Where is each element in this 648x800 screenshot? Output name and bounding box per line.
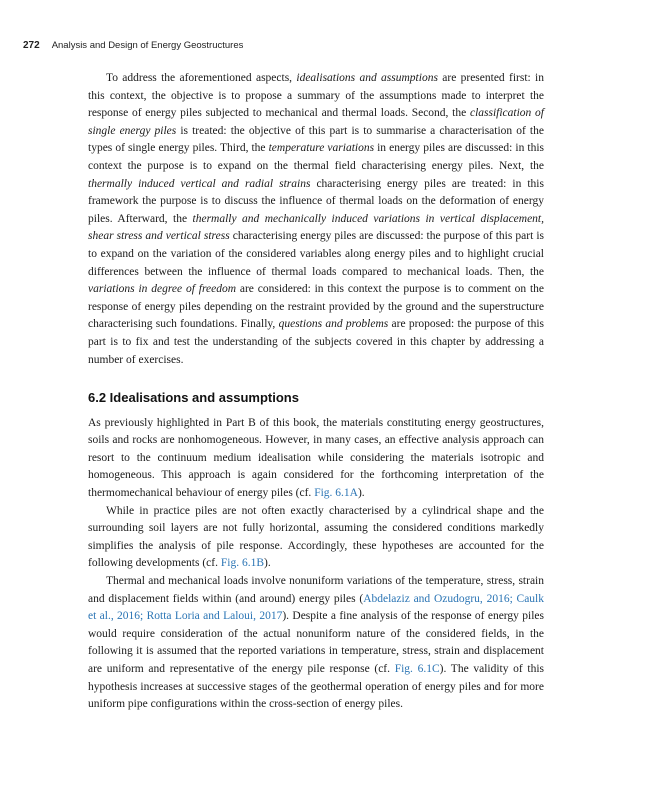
text-run: ). Despite a fine analysis of the response of energy piles would require consideration of the actual nonuniform nature of the considered fields, in the following it is assumed that the reported variations in temperature, stress, strain and displacement are uniform and representative of the energy pile response (cf. [88,610,544,675]
text-run: are proposed: the purpose of this part is to fix and test the understanding of the subjects covered in this chapter by addressing a number of exercises. [88,318,544,366]
emphasis: variations in degree of freedom [88,283,237,296]
emphasis: idealisations and assumptions [296,72,438,84]
citation-link[interactable]: Abdelaziz and Ozudogru, 2016; Caulk et al., 2016; Rotta Loria and Laloui, 2017 [88,592,545,623]
text-run: characterising energy piles are treated: in this framework the purpose is to discuss the influence of thermal loads on the deformation of energy piles. Afterward, the [88,177,544,225]
emphasis: thermally induced vertical and radial strains [88,177,311,190]
text-run: characterising energy piles are discussed: the purpose of this part is to expand on the variation of the considered variables along energy piles and to highlight crucial differences between the influence of thermal loads compared to mechanical loads. Then, the [88,230,544,278]
emphasis: questions and problems [278,318,389,331]
text-run: ). [264,557,271,570]
page-number: 272 [23,40,40,51]
emphasis: classification of single energy piles [88,107,544,137]
text-run: are presented first: in this context, the objective is to propose a summary of the assumptions made to interpret the response of energy piles subjected to mechanical and thermal loads. Second, the [88,72,544,120]
text-run: are considered: in this context the purpose is to comment on the response of energy piles depending on the restraint provided by the ground and the superstructure characterising such foundations. Finally, [88,283,545,331]
intro-paragraph [88,70,544,369]
paragraph-idealisation [88,415,544,503]
emphasis: thermally and mechanically induced variations in vertical displacement, shear stress and vertical stress [88,212,545,243]
text-run: To address the aforementioned aspects, [106,72,297,84]
figure-link[interactable]: Fig. 6.1A [314,487,358,500]
text-run: in energy piles are discussed: in this context the purpose is to expand on the thermal field characterising energy piles. Next, the [88,142,545,172]
text-run: While in practice piles are not often exactly characterised by a cylindrical shape and the surrounding soil layers are not fully horizontal, assuming the considered conditions markedly simplifies the analysis of pile response. Accordingly, these hypotheses are accounted for the following developments (cf. [88,504,544,570]
page-body [88,70,544,714]
paragraph-geometry [88,503,544,573]
text-run: Thermal and mechanical loads involve nonuniform variations of the temperature, stress, strain and displacement fields within (and around) energy piles ( [88,575,544,605]
figure-link[interactable]: Fig. 6.1C [394,663,440,675]
figure-link[interactable]: Fig. 6.1B [220,557,264,570]
text-run: As previously highlighted in Part B of this book, the materials constituting energy geostructures, soils and rocks are nonhomogeneous. However, in many cases, an effective analysis approach can resort to the continuum medium idealisation while considering the materials isotropic and homogeneous. This approach is again considered for the forthcoming interpretation of the thermomechanical behaviour of energy piles (cf. [88,416,544,500]
paragraph-uniformity [88,573,544,714]
text-run: is treated: the objective of this part is to summarise a characterisation of the types of single energy piles. Third, the [88,124,544,155]
running-header [23,40,243,51]
section-heading: 6.2 Idealisations and assumptions [88,390,299,406]
book-title: Analysis and Design of Energy Geostructures [51,40,244,51]
emphasis: temperature variations [268,142,375,155]
text-run: ). The validity of this hypothesis increases at successive stages of the geothermal operation of energy piles and for more uniform pipe configurations within the cross-section of energy piles. [88,663,544,711]
text-run: ). [357,487,365,500]
